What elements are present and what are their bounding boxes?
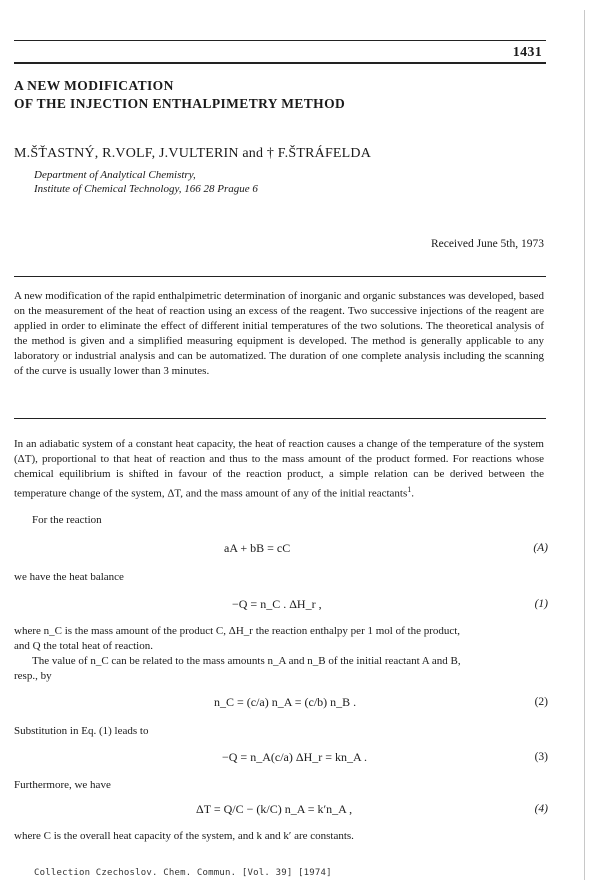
for-reaction-text: For the reaction	[32, 514, 102, 526]
equation-2: n_C = (c/a) n_A = (c/b) n_B .	[214, 695, 357, 709]
equation-3-number: (3)	[534, 751, 548, 763]
journal-footer: Collection Czechoslov. Chem. Commun. [Vol. 39] [1974]	[34, 868, 332, 878]
where-text-1: where n_C is the mass amount of the product C, ΔH_r the reaction enthalpy per 1 mol of the product,	[14, 625, 461, 637]
abstract: A new modification of the rapid enthalpimetric determination of inorganic and organic substances was developed, based on the measurement of the heat of reaction using an excess of the reagent. Two successive injections of the reagent are applied in order to eliminate the effect of different initial temperatures of the two solutions. The theoretical analysis of the method is given and a simplified measuring equipment is developed. The method is generally applicable to any laboratory or industrial analysis and can be automatized. The duration of one complete analysis including the scanning of the curve is usually lower than 3 minutes.	[14, 290, 544, 377]
page-edge	[584, 10, 585, 880]
equation-4-number: (4)	[534, 803, 548, 815]
equation-3: −Q = n_A(c/a) ΔH_r = kn_A .	[222, 750, 367, 764]
title-line-2: OF THE INJECTION ENTHALPIMETRY METHOD	[14, 96, 346, 111]
author-list: M.ŠŤASTNÝ, R.VOLF, J.VULTERIN and † F.ŠTRÁFELDA	[14, 146, 372, 161]
body-paragraph-1	[14, 437, 544, 502]
paragraph-end: .	[411, 487, 415, 500]
value-text-2: resp., by	[14, 670, 52, 682]
equation-2-number: (2)	[534, 696, 548, 708]
article-title	[14, 77, 345, 113]
furthermore-text: Furthermore, we have	[14, 779, 111, 791]
value-text-1: The value of n_C can be related to the mass amounts n_A and n_B of the initial reactant A and B,	[32, 655, 461, 667]
affiliation-line-1: Department of Analytical Chemistry,	[34, 169, 196, 181]
abstract-top-rule	[14, 276, 546, 277]
equation-1: −Q = n_C . ΔH_r ,	[232, 597, 322, 611]
title-rule	[14, 62, 546, 64]
equation-A-number: (A)	[533, 542, 548, 554]
received-date: Received June 5th, 1973	[430, 238, 544, 250]
equation-1-number: (1)	[534, 598, 548, 610]
affiliation	[34, 168, 258, 196]
heat-balance-text: we have the heat balance	[14, 571, 124, 583]
title-line-1: A NEW MODIFICATION	[14, 78, 174, 93]
paragraph-text: In an adiabatic system of a constant heat capacity, the heat of reaction causes a change of the temperature of the system (ΔT), proportional to that heat of reaction and thus to the mass amount of the product formed. For reactions whose chemical equilibrium is shifted in favour of the reaction product, a simple relation can be derived between the temperature change of the system, ΔT, and the mass amount of any of the initial reactants	[14, 438, 544, 500]
where-text-1b: and Q the total heat of reaction.	[14, 640, 153, 652]
affiliation-line-2: Institute of Chemical Technology, 166 28 Prague 6	[34, 183, 258, 195]
where-C-text: where C is the overall heat capacity of the system, and k and k′ are constants.	[14, 830, 354, 842]
equation-4: ΔT = Q/C − (k/C) n_A = k′n_A ,	[196, 802, 353, 816]
abstract-bottom-rule	[14, 418, 546, 419]
equation-A: aA + bB = cC	[224, 541, 291, 555]
page-number: 1431	[512, 45, 542, 60]
substitution-text: Substitution in Eq. (1) leads to	[14, 725, 149, 737]
header-rule	[14, 40, 546, 41]
reference-mark: 1	[407, 485, 412, 494]
